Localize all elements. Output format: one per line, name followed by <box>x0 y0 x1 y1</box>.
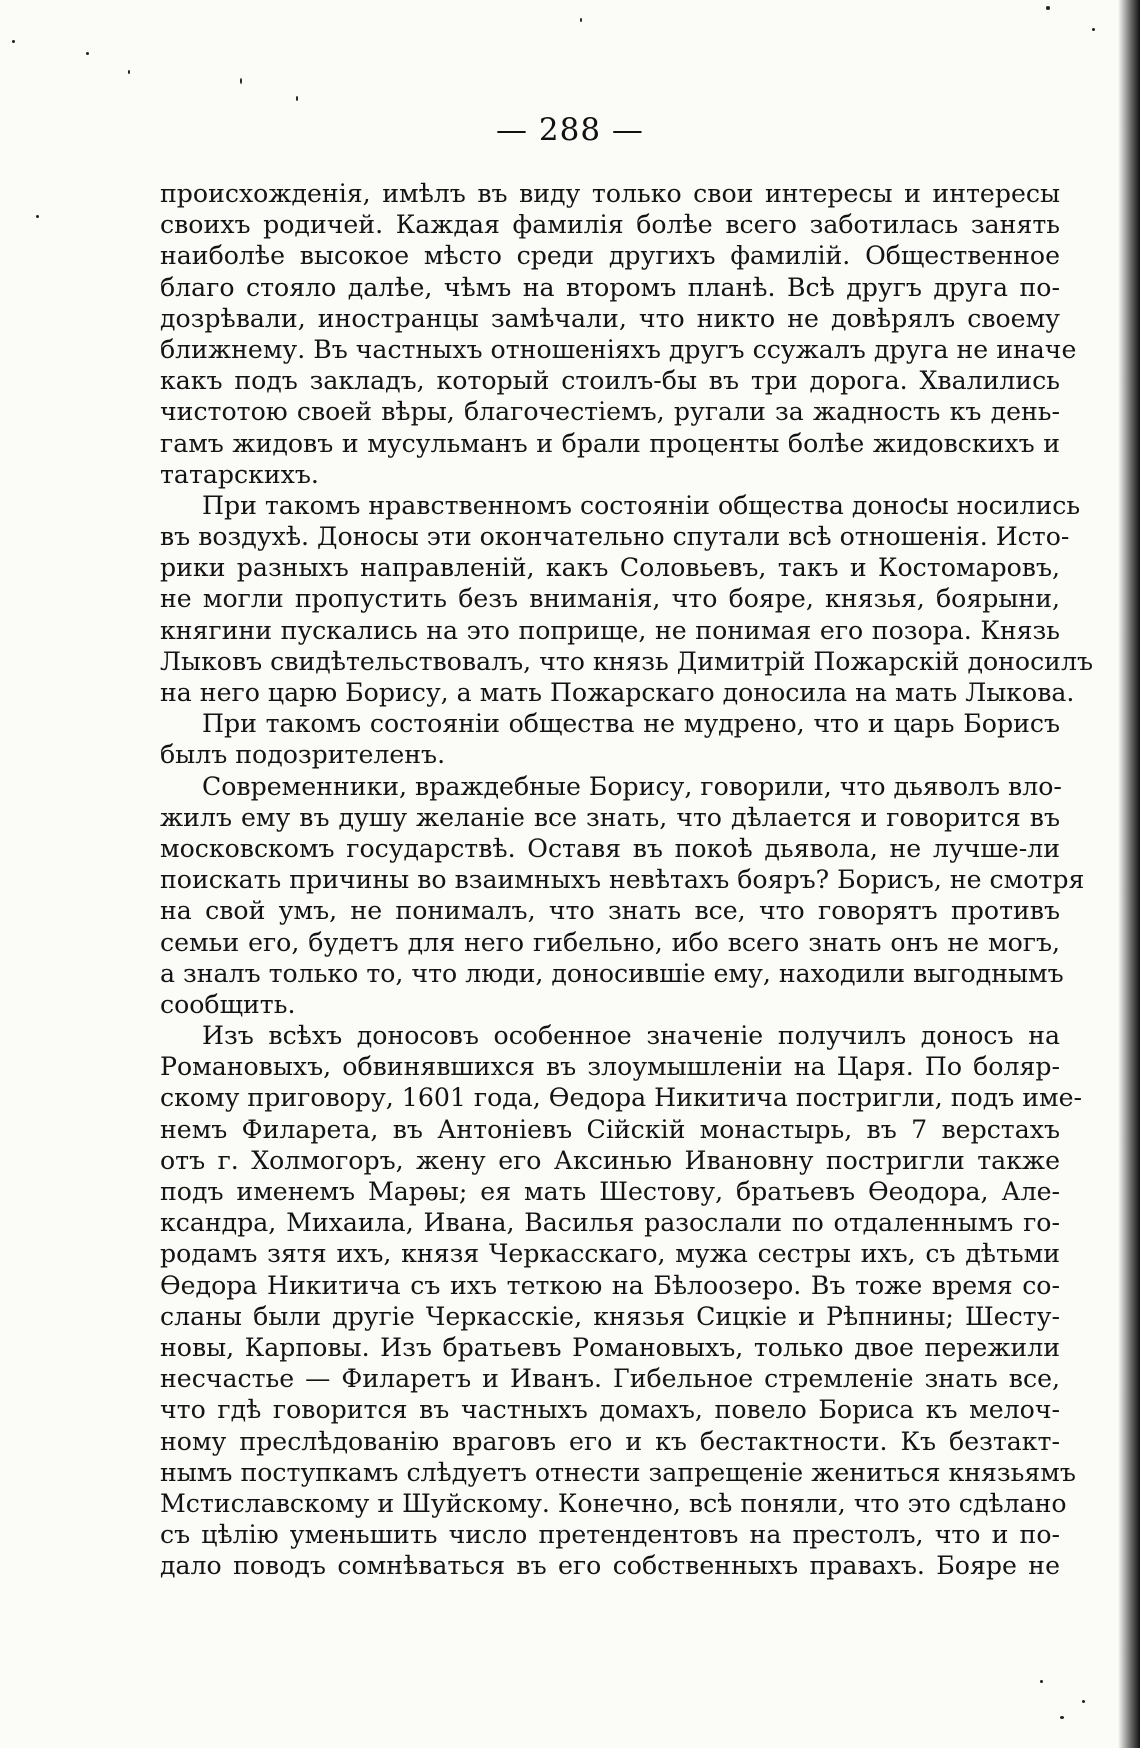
text-line: Романовыхъ, обвинявшихся въ злоумышленіи на Царя. По боляр- <box>160 1052 1060 1082</box>
text-line: ближнему. Въ частныхъ отношеніяхъ другъ ссужалъ друга не иначе <box>160 334 1077 364</box>
text-line: отъ г. Холмогоръ, жену его Аксинью Ивановну постригли также <box>160 1145 1060 1175</box>
text-line: поискать причины во взаимныхъ невѣтахъ бояръ? Борисъ, не смотря <box>160 865 1085 895</box>
text-line: княгини пускались на это поприще, не понимая его позора. Князь <box>160 615 1060 645</box>
text-line: былъ подозрителенъ. <box>160 740 446 770</box>
text-line: а зналъ только то, что люди, доносившіе ему, находили выгоднымъ <box>160 958 1064 988</box>
text-line: на свой умъ, не понималъ, что знать все, что говорятъ противъ <box>160 896 1060 926</box>
scan-speck <box>580 18 582 22</box>
text-line: чистотою своей вѣры, благочестіемъ, ругали за жадность къ день- <box>160 397 1060 427</box>
scan-speck <box>296 96 298 101</box>
scan-speck <box>1060 1716 1064 1719</box>
text-line: немъ Филарета, въ Антоніевъ Сійскій монастырь, въ 7 верстахъ <box>160 1114 1060 1144</box>
scan-speck <box>128 70 130 74</box>
text-line: рики разныхъ направленій, какъ Соловьевъ, такъ и Костомаровъ, <box>160 553 1060 583</box>
text-line: ксандра, Михаила, Ивана, Василья разослали по отдаленнымъ го- <box>160 1208 1060 1238</box>
text-line: дало поводъ сомнѣваться въ его собственныхъ правахъ. Бояре не <box>160 1551 1060 1581</box>
scan-speck <box>1092 28 1095 31</box>
text-line: Современники, враждебные Борису, говорили, что дьяволъ вло- <box>202 771 1062 801</box>
text-line: подъ именемъ Марѳы; ея мать Шестову, братьевъ Ѳеодора, Але- <box>160 1177 1060 1206</box>
scan-speck <box>1040 1680 1043 1683</box>
paragraph <box>160 771 1085 1021</box>
text-line: не могли пропустить безъ вниманія, что бояре, князья, боярыни, <box>160 584 1060 614</box>
text-line: что гдѣ говорится въ частныхъ домахъ, повело Бориса къ мелоч- <box>160 1395 1060 1425</box>
text-line: сланы были другіе Черкасскіе, князья Сицкіе и Рѣпнины; Шесту- <box>160 1301 1060 1331</box>
text-line: татарскихъ. <box>160 459 319 489</box>
body-text <box>160 178 1093 1581</box>
paragraph <box>160 178 1077 490</box>
text-line: своихъ родичей. Каждая фамилія болѣе всего заботилась занять <box>160 210 1060 240</box>
page-edge-shadow <box>1118 0 1140 1748</box>
text-line: нымъ поступкамъ слѣдуетъ отнести запрещеніе жениться князьямъ <box>160 1457 1076 1487</box>
paragraph <box>160 1020 1083 1581</box>
text-line: московскомъ государствѣ. Оставя въ покоѣ дьявола, не лучше-ли <box>160 833 1060 863</box>
text-line: дозрѣвали, иностранцы замѣчали, что никто не довѣрялъ своему <box>160 303 1060 333</box>
paragraph <box>160 708 1060 770</box>
text-line: въ воздухѣ. Доносы эти окончательно спутали всѣ отношенія. Исто- <box>160 522 1070 552</box>
text-line: При такомъ состояніи общества не мудрено, что и царь Борисъ <box>202 709 1060 739</box>
text-line: Мстиславскому и Шуйскому. Конечно, всѣ поняли, что это сдѣлано <box>160 1488 1067 1518</box>
text-line: благо стояло далѣе, чѣмъ на второмъ планѣ. Всѣ другъ друга по- <box>160 272 1060 302</box>
text-line: семьи его, будетъ для него гибельно, ибо всего знать онъ не могъ, <box>160 927 1060 957</box>
text-line: Лыковъ свидѣтельствовалъ, что князь Димитрій Пожарскій доносилъ <box>160 646 1093 676</box>
text-line: ному преслѣдованію враговъ его и къ бестактности. Къ безтакт- <box>160 1426 1060 1456</box>
text-line: какъ подъ закладъ, который стоилъ-бы въ три дорога. Хвалились <box>160 366 1060 396</box>
text-line: Ѳедора Никитича съ ихъ теткою на Бѣлоозеро. Въ тоже время со- <box>160 1270 1060 1300</box>
text-line: жилъ ему въ душу желаніе все знать, что дѣлается и говорится въ <box>160 802 1060 832</box>
text-line: новы, Карповы. Изъ братьевъ Романовыхъ, только двое пережили <box>160 1332 1060 1362</box>
paragraph <box>160 490 1093 708</box>
text-line: При такомъ нравственномъ состояніи общества доносы носились <box>202 490 1081 520</box>
text-line: гамъ жидовъ и мусульманъ и брали проценты болѣе жидовскихъ и <box>160 428 1060 458</box>
text-line: на него царю Борису, а мать Пожарскаго доносила на мать Лыкова. <box>160 678 1075 707</box>
text-line: Изъ всѣхъ доносовъ особенное значеніе получилъ доносъ на <box>202 1021 1060 1051</box>
page-number: — 288 — <box>496 112 644 148</box>
text-line: несчастье — Филаретъ и Иванъ. Гибельное стремленіе знать все, <box>160 1364 1060 1394</box>
text-line: скому приговору, 1601 года, Ѳедора Никитича постригли, подъ име- <box>160 1083 1083 1113</box>
scan-speck <box>1046 6 1050 10</box>
scan-speck <box>36 215 39 218</box>
scan-speck <box>240 78 242 84</box>
text-line: сообщить. <box>160 989 296 1019</box>
text-line: съ цѣлію уменьшить число претендентовъ на престолъ, что и по- <box>160 1520 1060 1550</box>
text-line: наиболѣе высокое мѣсто среди другихъ фамилій. Общественное <box>160 241 1060 271</box>
scan-speck <box>86 52 89 55</box>
scan-speck <box>1082 1700 1085 1703</box>
text-line: родамъ зятя ихъ, князя Черкасскаго, мужа сестры ихъ, съ дѣтьми <box>160 1239 1060 1269</box>
text-line: происхожденія, имѣлъ въ виду только свои интересы и интересы <box>160 179 1060 208</box>
scan-speck <box>12 40 15 43</box>
